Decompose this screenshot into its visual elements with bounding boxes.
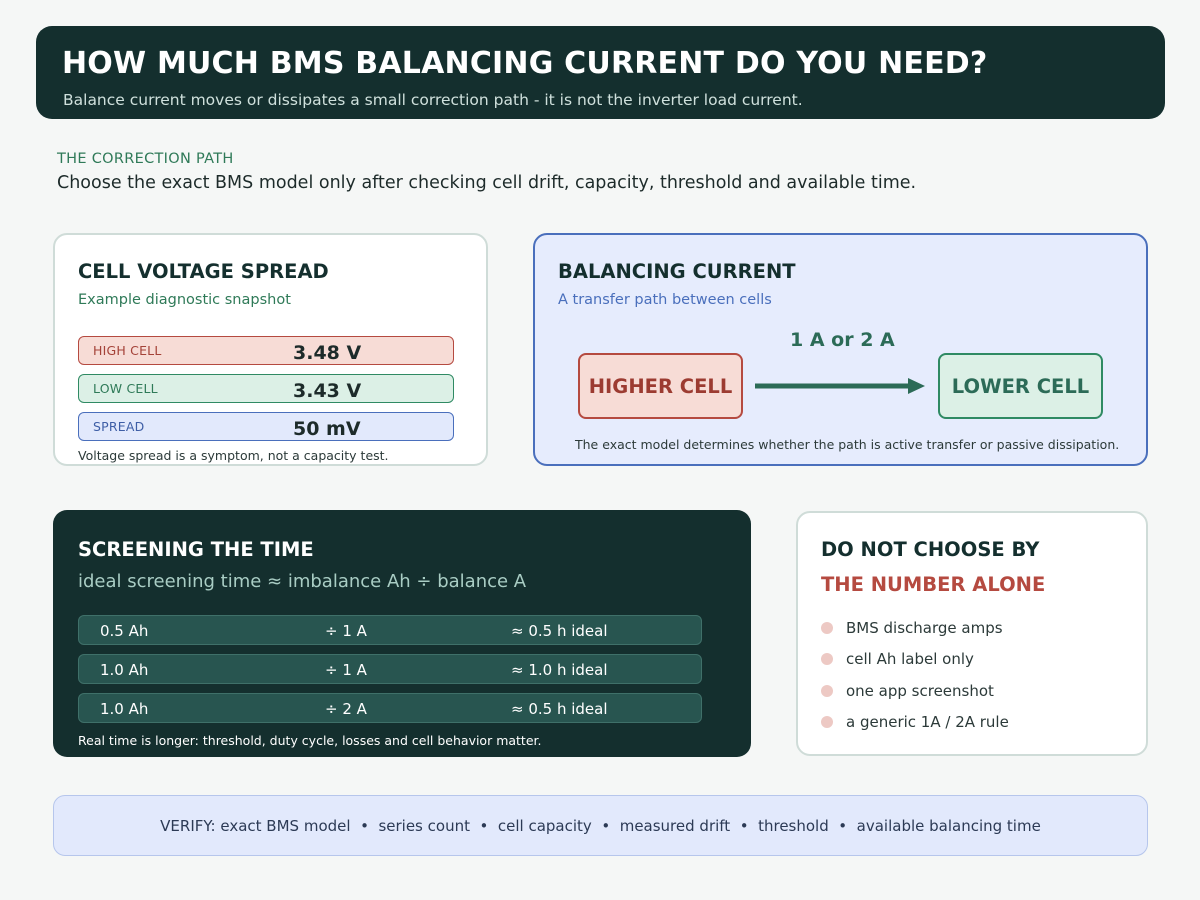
lower-cell-box: LOWER CELL — [938, 353, 1103, 419]
verify-footer — [53, 795, 1148, 856]
balance-current-label: 1 A or 2 A — [790, 329, 895, 351]
spread-card-note: Voltage spread is a symptom, not a capacity test. — [78, 448, 389, 463]
list-item: one app screenshot — [846, 682, 994, 700]
spread-card-subtitle: Example diagnostic snapshot — [78, 292, 291, 308]
imbalance-value: 0.5 Ah — [100, 622, 149, 640]
section-label: THE CORRECTION PATH — [57, 151, 234, 167]
time-result: ≈ 0.5 h ideal — [511, 622, 608, 640]
bullet-icon — [821, 653, 833, 665]
balance-card-note: The exact model determines whether the path is active transfer or passive dissipation. — [575, 437, 1120, 452]
time-row — [78, 693, 702, 723]
balance-card-title: BALANCING CURRENT — [558, 260, 796, 283]
bullet-icon — [821, 685, 833, 697]
page-subtitle: Balance current moves or dissipates a small correction path - it is not the inverter load current. — [63, 91, 803, 109]
spread-value: 50 mV — [293, 418, 361, 440]
balance-card-subtitle: A transfer path between cells — [558, 292, 772, 308]
bullet-icon — [821, 622, 833, 634]
current-value: ÷ 1 A — [325, 661, 367, 679]
time-row — [78, 615, 702, 645]
time-formula: ideal screening time ≈ imbalance Ah ÷ balance A — [78, 571, 527, 592]
time-row — [78, 654, 702, 684]
list-item: BMS discharge amps — [846, 619, 1003, 637]
transfer-arrow-icon — [755, 376, 927, 396]
spread-card-title: CELL VOLTAGE SPREAD — [78, 260, 329, 283]
low-cell-value: 3.43 V — [293, 380, 362, 402]
time-result: ≈ 1.0 h ideal — [511, 661, 608, 679]
time-card-title: SCREENING THE TIME — [78, 538, 314, 561]
low-cell-row — [78, 374, 454, 403]
verify-footer-text: VERIFY: exact BMS model • series count • cell capacity • measured drift • threshold • available balancing time — [160, 816, 1041, 835]
time-result: ≈ 0.5 h ideal — [511, 700, 608, 718]
spread-label: SPREAD — [93, 419, 145, 434]
high-cell-value: 3.48 V — [293, 342, 362, 364]
dont-card-title: DO NOT CHOOSE BY — [821, 538, 1040, 561]
spread-row — [78, 412, 454, 441]
higher-cell-box: HIGHER CELL — [578, 353, 743, 419]
section-text: Choose the exact BMS model only after checking cell drift, capacity, threshold and available time. — [57, 173, 917, 193]
list-item: cell Ah label only — [846, 650, 974, 668]
low-cell-label: LOW CELL — [93, 381, 158, 396]
imbalance-value: 1.0 Ah — [100, 661, 149, 679]
imbalance-value: 1.0 Ah — [100, 700, 149, 718]
current-value: ÷ 2 A — [325, 700, 367, 718]
bullet-icon — [821, 716, 833, 728]
high-cell-label: HIGH CELL — [93, 343, 162, 358]
dont-card-title-highlight: THE NUMBER ALONE — [821, 573, 1046, 596]
time-card-note: Real time is longer: threshold, duty cycle, losses and cell behavior matter. — [78, 733, 542, 748]
page-title: HOW MUCH BMS BALANCING CURRENT DO YOU NEED? — [62, 46, 988, 81]
current-value: ÷ 1 A — [325, 622, 367, 640]
list-item: a generic 1A / 2A rule — [846, 713, 1009, 731]
high-cell-row — [78, 336, 454, 365]
